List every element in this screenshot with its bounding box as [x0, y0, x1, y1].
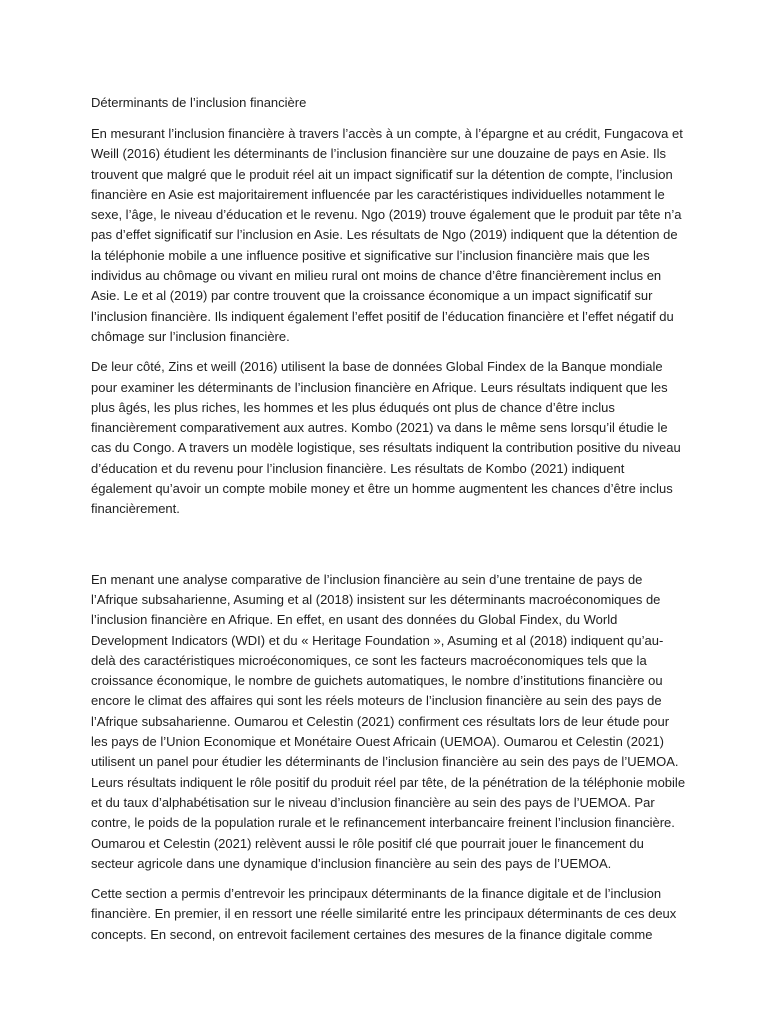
- paragraph-africa: De leur côté, Zins et weill (2016) utilisent la base de données Global Findex de la Banque mondiale pour examiner les déterminants de l’inclusion financière en Afrique. Leurs résultats indiquent que les plus âgés, les plus riches, les hommes et les plus éduqués ont plus de chance d’être inclus financièrement comparativement aux autres. Kombo (2021) va dans le même sens lorsqu’il étudie le cas du Congo. A travers un modèle logistique, ses résultats indiquent la contribution positive du niveau d’éducation et du revenu pour l’inclusion financière. Les résultats de Kombo (2021) indiquent également qu’avoir un compte mobile money et être un homme augmentent les chances d’être inclus financièrement.: [91, 359, 681, 517]
- paragraph-subsaharan: En menant une analyse comparative de l’inclusion financière au sein d’une trentaine de pays de l’Afrique subsaharienne, Asuming et al (2018) insistent sur les déterminants macroéconomiques de l’inclusion financière en Afrique. En effet, en usant des données du Global Findex, du World Development Indicators (WDI) et du « Heritage Foundation », Asuming et al (2018) indiquent qu’au- delà des caractéristiques microéconomiques, ce sont les facteurs macroéconomiques tels que la croissance économique, le nombre de guichets automatiques, le nombre d’institutions financière ou encore le climat des affaires qui sont les réels moteurs de l’inclusion financière au sein des pays de l’Afrique subsaharienne. Oumarou et Celestin (2021) confirment ces résultats lors de leur étude pour les pays de l’Union Economique et Monétaire Ouest Africain (UEMOA). Oumarou et Celestin (2021) utilisent un panel pour étudier les déterminants de l’inclusion financière au sein des pays de l’UEMOA. Leurs résultats indiquent le rôle positif du produit réel par tête, de la pénétration de la téléphonie mobile et du taux d’alphabétisation sur le niveau d’inclusion financière au sein des pays de l’UEMOA. Par contre, le poids de la population rurale et le refinancement interbancaire freinent l’inclusion financière. Oumarou et Celestin (2021) relèvent aussi le rôle positif clé que pourrait jouer le financement du secteur agricole dans une dynamique d’inclusion financière au sein des pays de l’UEMOA.: [91, 571, 686, 871]
- paragraph-conclusion: Cette section a permis d’entrevoir les principaux déterminants de la finance digitale et de l’inclusion financière. En premier, il en ressort une réelle similarité entre les principaux déterminants de ces deux concepts. En second, on entrevoit facilement certaines des mesures de la finance digitale comme: [91, 886, 677, 942]
- paragraph-asia: En mesurant l’inclusion financière à travers l’accès à un compte, à l’épargne et au crédit, Fungacova et Weill (2016) étudient les déterminants de l’inclusion financière sur une douzaine de pays en Asie. Ils trouvent que malgré que le produit réel ait un impact significatif sur la détention de compte, l’inclusion financière en Asie est majoritairement influencée par les caractéristiques individuelles notamment le sexe, l’âge, le niveau d’éducation et le revenu. Ngo (2019) trouve également que le produit par tête n’a pas d’effet significatif sur l’inclusion en Asie. Les résultats de Ngo (2019) indiquent que la détention de la téléphonie mobile a une influence positive et significative sur l’inclusion financière mais que les individus au chômage ou vivant en milieu rural ont moins de chance d’être financièrement inclus en Asie. Le et al (2019) par contre trouvent que la croissance économique a un impact significatif sur l’inclusion financière. Ils indiquent également l’effet positif de l’éducation financière et l’effet négatif du chômage sur l’inclusion financière.: [91, 126, 683, 344]
- document-page: [91, 93, 687, 955]
- section-heading: Déterminants de l’inclusion financière: [91, 95, 307, 110]
